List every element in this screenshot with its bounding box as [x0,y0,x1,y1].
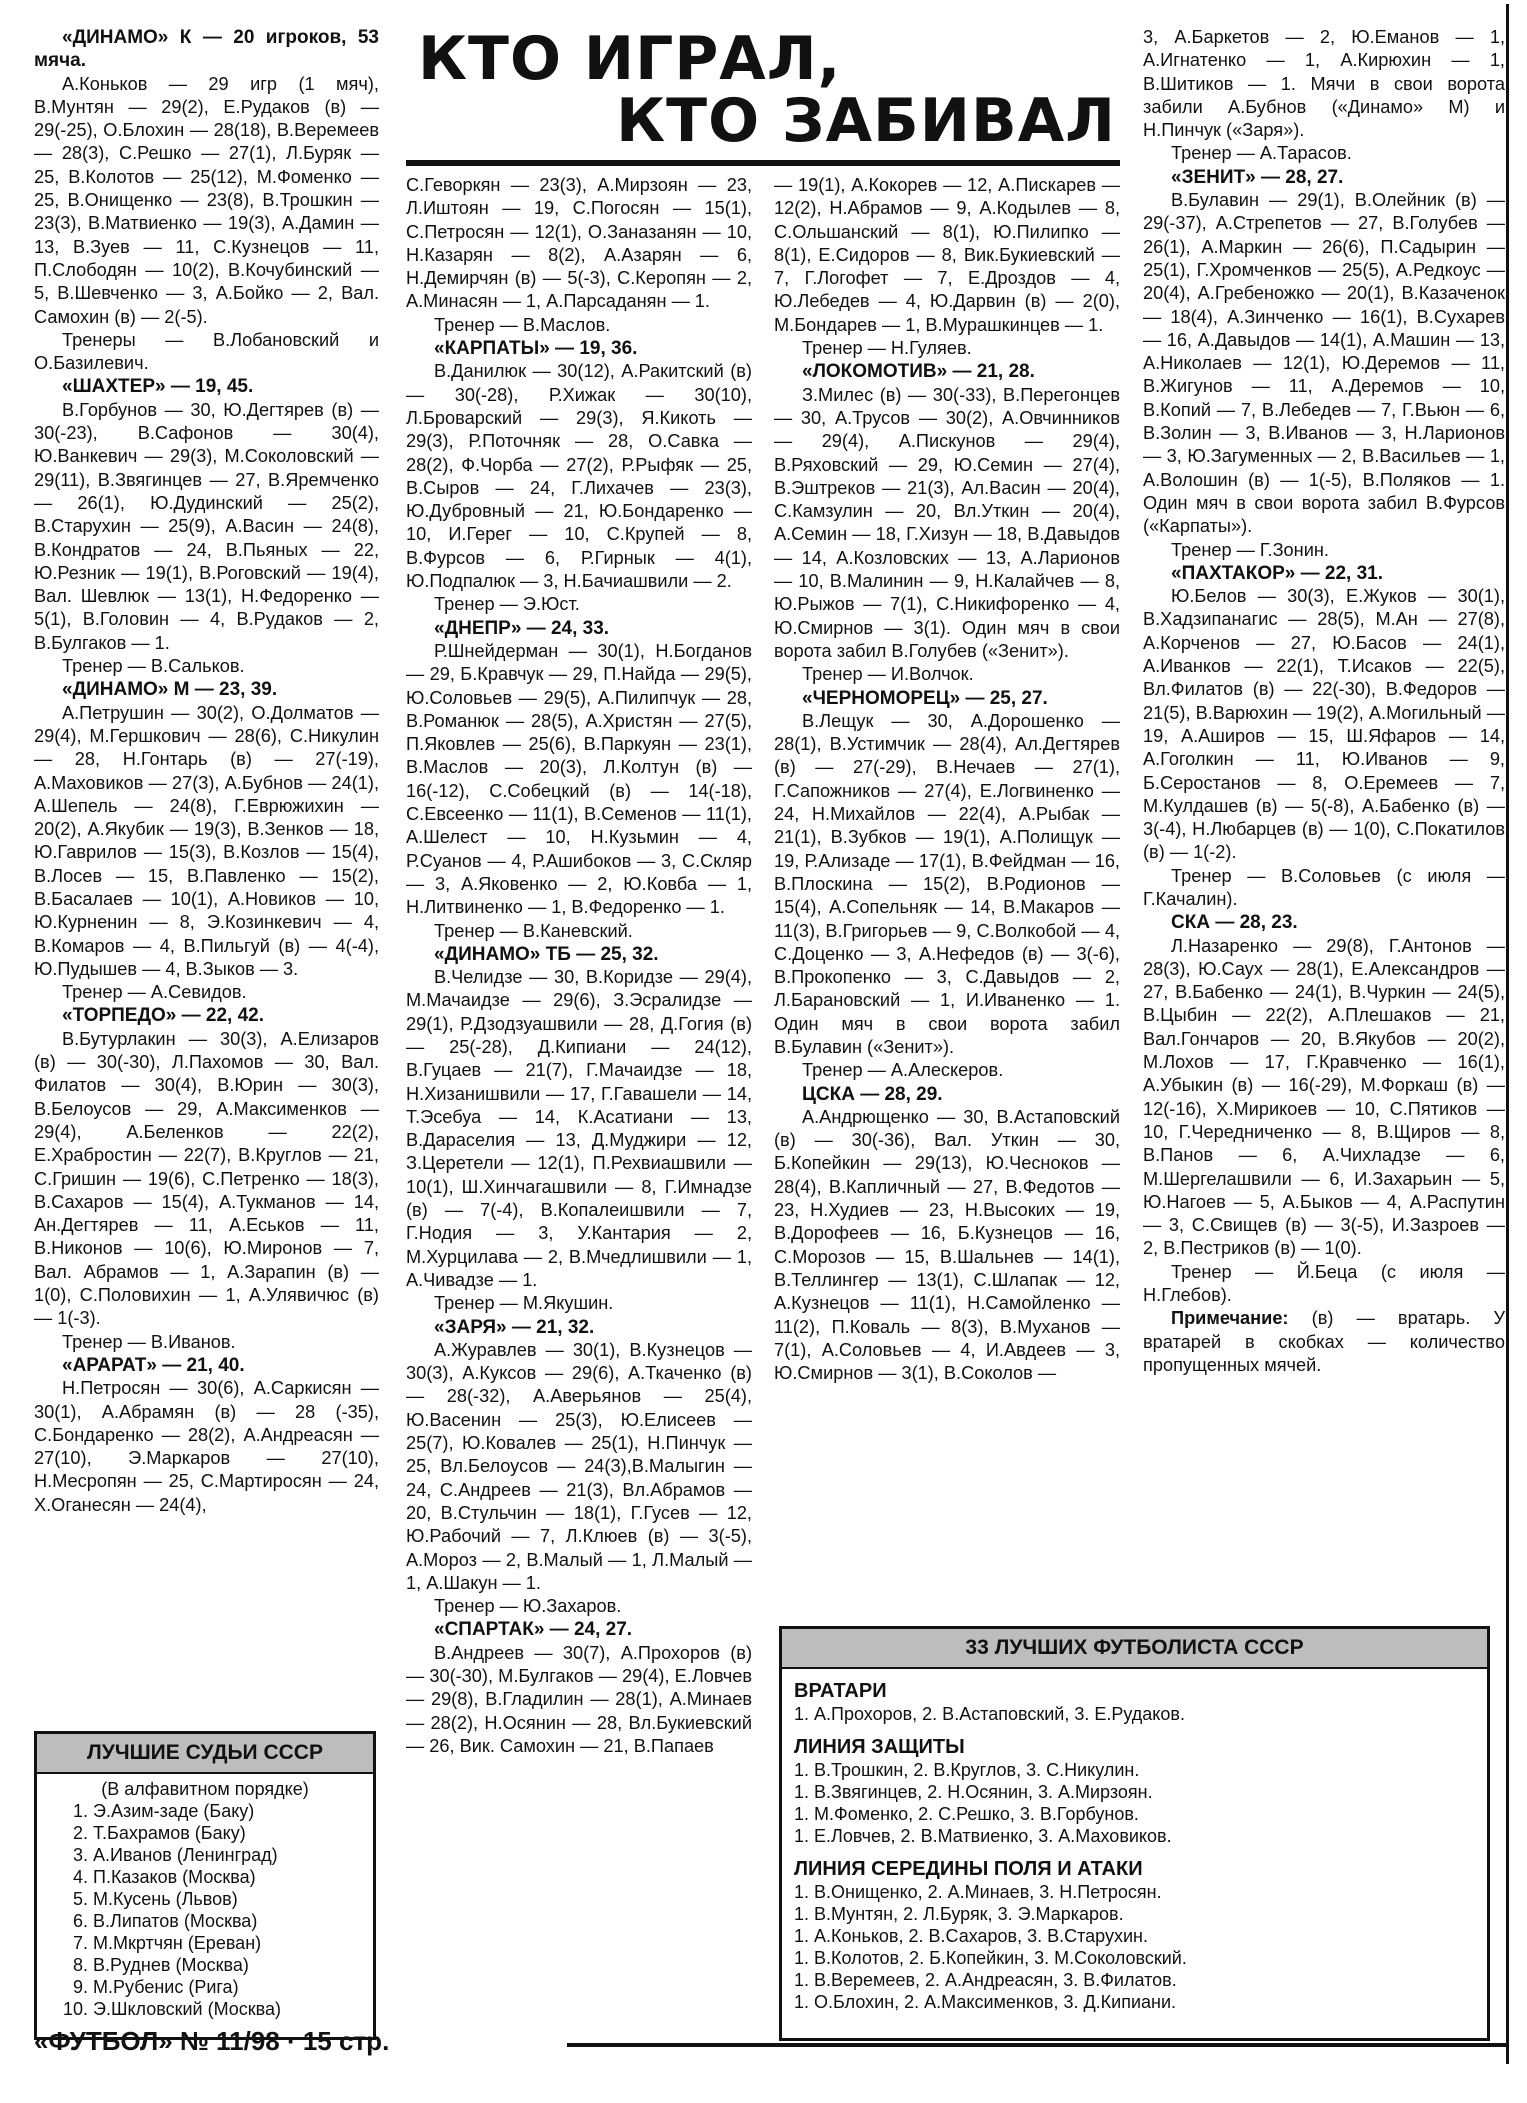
referee-item: 3. А.Иванов (Ленинград) [73,1845,278,1865]
roster-paragraph: Тренер — В.Сальков. [62,656,245,677]
referee-item: 6. В.Липатов (Москва) [73,1911,258,1931]
ranking-line: 1. В.Мунтян, 2. Л.Буряк, 3. Э.Маркаров. [794,1904,1124,1924]
roster-paragraph: Тренер — А.Алескеров. [802,1060,1004,1081]
ranking-line: 1. В.Колотов, 2. Б.Копейкин, 3. М.Соколовский. [794,1948,1187,1968]
team-heading: «ДНЕПР» — 24, 33. [434,617,610,639]
roster-paragraph: Ю.Белов — 30(3), Е.Жуков — 30(1), В.Хадзипанагис — 28(5), М.Ан — 27(8), А.Корченов — 27, Ю.Басов — 24(1), А.Иванков — 22(1), Т.Исаков — 22(5), Вл.Филатов (в) — 22(-30), В.Федоров — 21(5), В.Варюхин — 19(2), А.Могильный — 19, А.Аширов — 15, Ш.Яфаров — 14, А.Гоголкин — 11, Ю.Иванов — 9, Б.Серостанов — 8, О.Еремеев — 7, М.Кулдашев (в) — 5(-8), А.Бабенко (в) — 3(-4), Н.Любарцев (в) — 1(0), С.Покатилов (в) — 1(-2). [1143,586,1505,863]
page-footer: «ФУТБОЛ» № 11/98 · 15 стр. [34,2026,390,2056]
team-heading: «ЧЕРНОМОРЕЦ» — 25, 27. [802,687,1048,709]
roster-paragraph: В.Андреев — 30(7), А.Прохоров (в) — 30(-30), М.Булгаков — 29(4), Е.Ловчев — 29(8), В.Гладилин — 28(1), А.Минаев — 28(2), Н.Осянин — 28, Вл.Букиевский — 26, Вик. Самохин — 21, В.Папаев [406,1642,752,1756]
roster-paragraph: Л.Назаренко — 29(8), Г.Антонов — 28(3), Ю.Саух — 28(1), Е.Александров — 27, В.Бабенко — 24(1), В.Чуркин — 24(5), В.Цыбин — 22(2), А.Плешаков — 21, Вал.Гончаров — 20, В.Якубов — 20(2), М.Лохов — 17, Г.Кравченко — 16(1), А.Убыкин (в) — 16(-29), М.Форкаш (в) — 12(-16), Х.Мирикоев — 10, С.Пятиков — 10, Г.Чередниченко — 8, В.Щиров — 8, В.Панов — 6, А.Чихладзе — 6, М.Шергелашвили — 6, И.Захарьин — 5, Ю.Нагоев — 5, А.Быков — 4, А.Распутин — 3, С.Свищев (в) — 3(-5), И.Зазроев — 2, В.Пестриков (в) — 1(0). [1143,935,1505,1259]
headline [406,24,1120,156]
team-heading: «ЗЕНИТ» — 28, 27. [1171,166,1344,188]
roster-paragraph: — 19(1), А.Кокорев — 12, А.Пискарев — 12(2), Н.Абрамов — 9, А.Кодылев — 8, С.Ольшанский — 8(1), Ю.Пилипко — 8(1), Е.Сидоров — 8, Вик.Букиевский — 7, Г.Логофет — 7, Е.Дроздов — 4, Ю.Лебедев — 4, Ю.Дарвин (в) — 2(0), М.Бондарев — 1, В.Мурашкинцев — 1. [774,175,1120,335]
team-heading: «ПАХТАКОР» — 22, 31. [1171,562,1384,584]
ranking-line: 1. В.Онищенко, 2. А.Минаев, 3. Н.Петросян. [794,1882,1162,1902]
roster-paragraph: А.Андрющенко — 30, В.Астаповский (в) — 30(-36), Вал. Уткин — 30, Б.Копейкин — 29(13), Ю.Чесноков — 28(4), В.Капличный — 27, В.Федотов — 23, Н.Худиев — 23, Н.Высоких — 19, В.Дорофеев — 16, Б.Кузнецов — 16, С.Морозов — 15, В.Шальнев — 14(1), В.Теллингер — 13(1), С.Шлапак — 12, А.Кузнецов — 11(1), Н.Самойленко — 11(2), П.Коваль — 8(3), В.Муханов — 7(1), А.Соловьев — 4, И.Авдеев — 3, Ю.Смирнов — 3(1), В.Соколов — [774,1106,1120,1384]
roster-paragraph: В.Бутурлакин — 30(3), А.Елизаров (в) — 30(-30), Л.Пахомов — 30, Вал. Филатов — 30(4), В.Юрин — 30(3), В.Белоусов — 29, А.Максименков — 29(4), А.Беленков — 22(2), Е.Храбростин — 22(7), В.Круглов — 21, С.Гришин — 19(6), С.Петренко — 18(3), В.Сахаров — 15(4), А.Тукманов — 14, Ан.Дегтярев — 11, А.Еськов — 11, В.Никонов — 10(6), Ю.Миронов — 7, Вал. Абрамов — 1, А.Зарапин (в) — 1(0), С.Половихин — 1, А.Улявичюс (в) — 1(-3). [34,1028,379,1329]
team-heading: «ДИНАМО» М — 23, 39. [62,679,278,701]
roster-paragraph: В.Лещук — 30, А.Дорошенко — 28(1), В.Устимчик — 28(4), Ал.Дегтярев (в) — 27(-29), В.Нечаев — 27(1), Г.Сапожников — 27(4), Е.Логвиненко — 24, Н.Михайлов — 22(4), А.Рыбак — 21(1), В.Зубков — 19(1), А.Полищук — 19, Р.Ализаде — 17(1), В.Фейдман — 16, В.Плоскина — 15(2), В.Родионов — 15(4), А.Сопельняк — 14, В.Макаров — 11(3), В.Григорьев — 9, С.Волкобой — 4, С.Доценко — 3, А.Нефедов (в) — 3(-6), В.Прокопенко — 3, С.Давыдов — 2, Л.Барановский — 1, И.Иваненко — 1. Один мяч в свои ворота забил В.Булавин («Зенит»). [774,710,1120,1057]
roster-paragraph: В.Данилюк — 30(12), А.Ракитский (в) — 30(-28), Р.Хижак — 30(10), Л.Броварский — 29(3), Я.Кикоть — 29(3), Р.Поточняк — 28, О.Савка — 28(2), Ф.Чорба — 27(2), Р.Рыфяк — 25, В.Сыров — 24, Г.Лихачев — 23(3), Ю.Дубровный — 21, Ю.Бондаренко — 10, И.Герег — 10, С.Крупей — 8, В.Фурсов — 6, Р.Гирнык — 4(1), Ю.Подпалюк — 3, Н.Бачиашвили — 2. [406,361,752,592]
team-heading: «КАРПАТЫ» — 19, 36. [434,338,638,360]
team-heading: «ЛОКОМОТИВ» — 21, 28. [802,361,1035,383]
ranking-line: 1. О.Блохин, 2. А.Максименков, 3. Д.Кипиани. [794,1992,1177,2012]
ranking-line: 1. А.Коньков, 2. В.Сахаров, 3. В.Старухин. [794,1926,1148,1946]
referee-item: 7. М.Мкртчян (Ереван) [73,1933,262,1953]
ranking-line: 1. Е.Ловчев, 2. В.Матвиенко, 3. А.Маховиков. [794,1826,1172,1846]
section-goalkeepers: ВРАТАРИ [794,1680,887,1702]
roster-paragraph: З.Милес (в) — 30(-33), В.Перегонцев — 30, А.Трусов — 30(2), А.Овчинников — 29(4), А.Пискунов — 29(4), В.Ряховский — 29, Ю.Семин — 27(4), В.Эштреков — 21(3), Ал.Васин — 20(4), С.Камзулин — 20, Вл.Уткин — 20(4), А.Семин — 18, Г.Хизун — 18, В.Давыдов — 14, А.Козловских — 13, А.Ларионов — 10, В.Малинин — 9, Н.Калайчев — 8, Ю.Рыжов — 7(1), С.Никифоренко — 4, Ю.Смирнов — 3(1). Один мяч в свои ворота забил В.Голубев («Зенит»). [774,384,1120,661]
best-referees-subtitle: (В алфавитном порядке) [101,1779,309,1799]
team-heading: ЦСКА — 28, 29. [802,1083,943,1105]
column-4 [1143,26,1505,1377]
note-label: Примечание: [1171,1308,1289,1329]
best-referees-list [37,1800,373,2020]
roster-paragraph: Тренер — А.Тарасов. [1171,143,1352,164]
roster-paragraph: Тренер — М.Якушин. [434,1293,614,1314]
roster-paragraph: Р.Шнейдерман — 30(1), Н.Богданов — 29, Б.Кравчук — 29, П.Найда — 29(5), Ю.Соловьев — 29(5), А.Пилипчук — 28, В.Романюк — 28(5), А.Христян — 27(5), П.Яковлев — 25(6), В.Паркуян — 23(1), В.Маслов — 20(3), Л.Колтун (в) — 16(-12), С.Собецкий (в) — 14(-18), С.Евсеенко — 11(1), В.Семенов — 11(1), А.Шелест — 10, Н.Кузьмин — 4, Р.Суанов — 4, Р.Ашибоков — 3, С.Скляр — 3, А.Яковенко — 2, Ю.Ковба — 1, Н.Литвиненко — 1, В.Федоренко — 1. [406,640,752,918]
section-defense: ЛИНИЯ ЗАЩИТЫ [794,1736,965,1758]
roster-paragraph: Тренер — А.Севидов. [62,982,247,1003]
ranking-line: 1. М.Фоменко, 2. С.Решко, 3. В.Горбунов. [794,1804,1139,1824]
referee-item: 5. М.Кусень (Львов) [73,1889,238,1909]
roster-paragraph: Тренер — В.Иванов. [62,1331,236,1352]
column-1 [34,26,379,1517]
section-midfield-attack: ЛИНИЯ СЕРЕДИНЫ ПОЛЯ И АТАКИ [794,1858,1143,1880]
referee-item: 2. Т.Бахрамов (Баку) [73,1823,246,1843]
roster-paragraph: А.Петрушин — 30(2), О.Долматов — 29(4), М.Гершкович — 28(6), С.Никулин — 28, Н.Гонтарь (в) — 27(-19), А.Маховиков — 27(3), А.Бубнов — 24(1), А.Шепель — 24(8), Г.Еврюжихин — 20(2), А.Якубик — 19(3), В.Зенков — 18, Ю.Гаврилов — 15(3), В.Козлов — 15(4), В.Лосев — 15, В.Павленко — 15(2), В.Басалаев — 10(1), А.Новиков — 10, Ю.Курненин — 8, Э.Козинкевич — 4, В.Комаров — 4, В.Пильгуй (в) — 4(-4), Ю.Пудышев — 4, В.Зыков — 3. [34,702,379,979]
roster-paragraph: Н.Петросян — 30(6), А.Саркисян — 30(1), А.Абрамян (в) — 28 (-35), С.Бондаренко — 28(2), А.Андреасян — 27(10), Э.Маркаров — 27(10), Н.Месропян — 25, С.Мартиросян — 24, Х.Оганесян — 24(4), [34,1378,379,1515]
ranking-line: 1. В.Трошкин, 2. В.Круглов, 3. С.Никулин. [794,1760,1140,1780]
headline-rule [406,160,1120,166]
referee-item: 10. Э.Шкловский (Москва) [63,1999,282,2019]
best-players-box [779,1626,1490,2041]
roster-paragraph: Тренер — В.Каневский. [434,920,633,941]
roster-paragraph: Тренер — Н.Гуляев. [802,338,972,359]
team-heading: «ЗАРЯ» — 21, 32. [434,1316,595,1338]
newspaper-page [34,26,1510,2086]
headline-line-1: КТО ИГРАЛ, [418,24,842,94]
referee-item: 8. В.Руднев (Москва) [73,1955,249,1975]
roster-paragraph: С.Геворкян — 23(3), А.Мирзоян — 23, Л.Иштоян — 19, С.Погосян — 15(1), С.Петросян — 12(1), О.Заназанян — 10, Н.Казарян — 8(2), А.Азарян — 6, Н.Демирчян (в) — 5(-3), С.Керопян — 2, А.Минасян — 1, А.Парсаданян — 1. [406,175,752,312]
ranking-line: 1. В.Веремеев, 2. А.Андреасян, 3. В.Филатов. [794,1970,1177,1990]
roster-paragraph: Тренер — И.Волчок. [802,664,974,685]
ranking-line: 1. А.Прохоров, 2. В.Астаповский, 3. Е.Рудаков. [794,1704,1185,1724]
team-heading: «ТОРПЕДО» — 22, 42. [62,1005,265,1027]
team-heading: «ШАХТЕР» — 19, 45. [62,376,254,398]
roster-paragraph: Тренер — В.Соловьев (с июля — Г.Качалин). [1143,865,1505,909]
roster-paragraph: Тренеры — В.Лобановский и О.Базилевич. [34,329,379,374]
team-heading: СКА — 28, 23. [1171,912,1298,934]
team-heading: «АРАРАТ» — 21, 40. [62,1354,245,1376]
referee-item: 9. М.Рубенис (Рига) [73,1977,239,1997]
team-heading: «СПАРТАК» — 24, 27. [434,1619,633,1641]
roster-paragraph: Тренер — Э.Юст. [434,594,580,615]
roster-paragraph: В.Булавин — 29(1), В.Олейник (в) — 29(-37), А.Стрепетов — 27, В.Голубев — 26(1), А.Маркин — 26(6), П.Садырин — 25(1), Г.Хромченков — 25(5), А.Редкоус — 20(4), А.Гребеножко — 20(1), В.Казаченок — 18(4), А.Зинченко — 16(1), В.Сухарев — 16, А.Давыдов — 14(1), А.Машин — 13, А.Николаев — 12(1), Ю.Деремов — 11, В.Жигунов — 11, А.Деремов — 10, В.Копий — 7, В.Лебедев — 7, Г.Вьюн — 6, В.Золин — 3, В.Иванов — 3, Н.Ларионов — 3, Ю.Загуменных — 2, В.Васильев — 1, А.Волошин (в) — 1(-5), В.Поляков — 1. Один мяч в свои ворота забил В.Фурсов («Карпаты»). [1143,190,1505,537]
best-referees-title: ЛУЧШИЕ СУДЬИ СССР [37,1734,373,1774]
referee-item: 1. Э.Азим-заде (Баку) [73,1801,255,1821]
headline-line-2: КТО ЗАБИВАЛ [616,86,1116,156]
best-players-title: 33 ЛУЧШИХ ФУТБОЛИСТА СССР [782,1629,1487,1669]
roster-paragraph: В.Челидзе — 30, В.Коридзе — 29(4), М.Мачаидзе — 29(6), З.Эсралидзе — 29(1), Р.Дзодзуашвили — 28, Д.Гогия (в) — 25(-28), Д.Кипиани — 24(12), В.Гуцаев — 21(7), Г.Мачаидзе — 18, Н.Хизанишвили — 17, Г.Гавашели — 14, Т.Эсебуа — 14, К.Асатиани — 13, В.Дараселия — 13, Д.Муджири — 12, З.Церетели — 12(1), П.Рехвиашвили — 10(1), Ш.Хинчагашвили — 8, Г.Имнадзе (в) — 7(-4), В.Копалеишвили — 7, Г.Нодия — 3, У.Кантария — 2, М.Хурцилава — 2, В.Мчедлишвили — 1, А.Чивадзе — 1. [406,967,752,1290]
column-2 [406,174,752,1758]
team-heading: «ДИНАМО» К — 20 игроков, 53 мяча. [34,27,379,72]
note-text: (в) — вратарь. У вратарей в скобках — количество пропущенных мячей. [1143,1308,1505,1375]
roster-paragraph: В.Горбунов — 30, Ю.Дегтярев (в) — 30(-23), В.Сафонов — 30(4), Ю.Ванкевич — 29(3), М.Соколовский — 29(11), В.Звягинцев — 27, В.Яремченко — 26(1), Ю.Дудинский — 25(2), В.Старухин — 25(9), А.Васин — 24(8), В.Кондратов — 24, В.Пьяных — 22, Ю.Резник — 19(1), В.Роговский — 19(4), Вал. Шевлюк — 13(1), Н.Федоренко — 5(1), В.Головин — 4, В.Рудаков — 2, В.Булгаков — 1. [34,399,379,653]
referee-item: 4. П.Казаков (Москва) [73,1867,256,1887]
roster-paragraph: Тренер — Г.Зонин. [1171,539,1329,560]
roster-paragraph: 3, А.Баркетов — 2, Ю.Еманов — 1, А.Игнатенко — 1, А.Кирюхин — 1, В.Шитиков — 1. Мячи в свои ворота забили А.Бубнов («Динамо» М) и Н.Пинчук («Заря»). [1143,27,1505,141]
note-paragraph [1143,1307,1505,1377]
roster-paragraph: Тренер — Й.Беца (с июля — Н.Глебов). [1143,1261,1505,1306]
best-referees-box [34,1731,376,2040]
roster-paragraph: А.Журавлев — 30(1), В.Кузнецов — 30(3), А.Куксов — 29(6), А.Ткаченко (в) — 28(-32), А.Аверьянов — 25(4), Ю.Васенин — 25(3), Ю.Елисеев — 25(7), Ю.Ковалев — 25(1), Н.Пинчук — 25, Вл.Белоусов — 24(3),В.Малыгин — 24, С.Андреев — 21(3), Вл.Абрамов — 20, В.Стульчин — 18(1), Г.Гусев — 12, Ю.Рабочий — 7, Л.Клюев (в) — 3(-5), А.Мороз — 2, В.Малый — 1, Л.Малый — 1, А.Шакун — 1. [406,1339,752,1593]
ranking-line: 1. В.Звягинцев, 2. Н.Осянин, 3. А.Мирзоян. [794,1782,1153,1802]
column-3 [774,174,1120,1385]
team-heading: «ДИНАМО» ТБ — 25, 32. [434,943,659,965]
roster-paragraph: А.Коньков — 29 игр (1 мяч), В.Мунтян — 29(2), Е.Рудаков (в) — 29(-25), О.Блохин — 28(18), В.Веремеев — 28(3), С.Решко — 27(1), Л.Буряк — 25, В.Колотов — 25(12), М.Фоменко — 25, В.Онищенко — 23(8), В.Трошкин — 23(3), В.Матвиенко — 19(3), А.Дамин — 13, В.Зуев — 11, С.Кузнецов — 11, П.Слободян — 10(2), В.Кочубинский — 5, В.Шевченко — 3, А.Бойко — 2, Вал. Самохин (в) — 2(-5). [34,73,379,327]
roster-paragraph: Тренер — Ю.Захаров. [434,1596,622,1617]
roster-paragraph: Тренер — В.Маслов. [434,314,611,335]
